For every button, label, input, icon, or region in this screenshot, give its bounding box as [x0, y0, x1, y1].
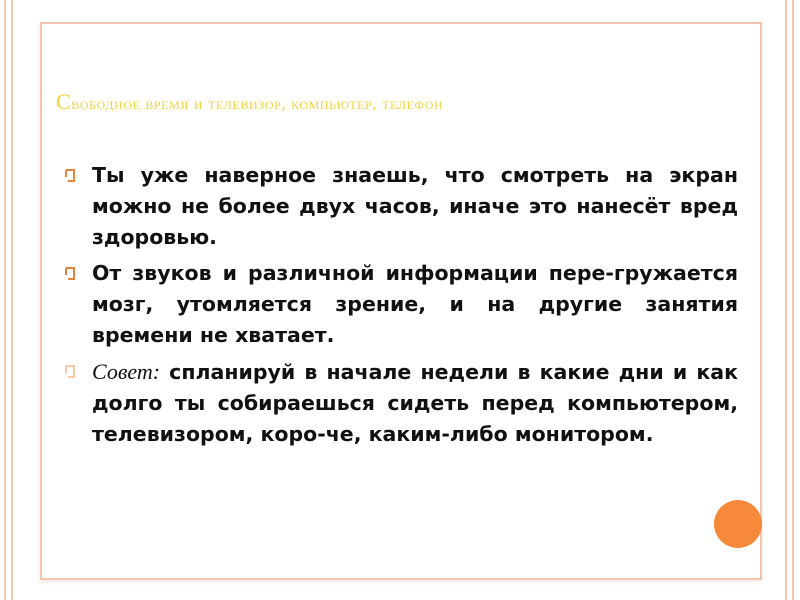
- bullet-text: От звуков и различной информации пере-гружается мозг, утомляется зрение, и на другие занятия времени не хватает.: [92, 261, 738, 347]
- orange-dot-decoration: [714, 500, 762, 548]
- bullet-list: [62, 160, 738, 455]
- frame-line-right-outer: [792, 0, 794, 600]
- bullet-item: [62, 160, 738, 253]
- frame-line-left-outer: [4, 0, 6, 600]
- bullet-text: спланируй в начале недели в какие дни и как долго ты собираешься сидеть перед компьютером, телевизором, коро-че, каким-либо монитором.: [92, 360, 738, 446]
- bullet-item: [62, 356, 738, 450]
- title-first-letter: С: [56, 89, 72, 114]
- title-text: вободное время и телевизор, компьютер, телефон: [71, 94, 444, 113]
- slide-title: [56, 86, 746, 120]
- bullet-item: [62, 258, 738, 351]
- frame-line-right-inner: [785, 0, 787, 600]
- bullet-bracket-icon: [64, 169, 77, 182]
- frame-line-left-inner: [11, 0, 13, 600]
- bullet-bracket-icon: [64, 267, 77, 280]
- bullet-bracket-icon: [64, 365, 77, 378]
- advice-label: Совет:: [92, 359, 161, 384]
- bullet-text: Ты уже наверное знаешь, что смотреть на экран можно не более двух часов, иначе это нанесёт вред здоровью.: [92, 163, 738, 249]
